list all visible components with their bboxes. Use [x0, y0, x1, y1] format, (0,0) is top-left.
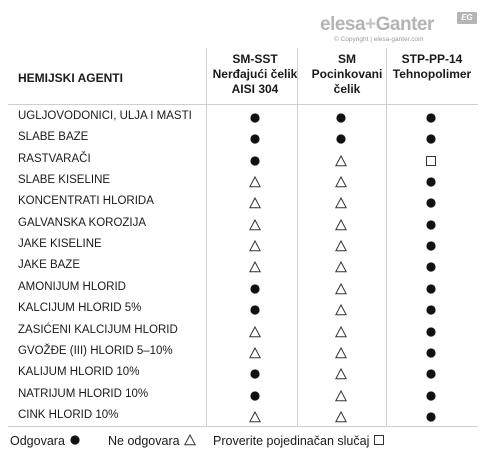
triangle-icon: [249, 175, 261, 187]
triangle-icon: [335, 260, 347, 272]
dot-icon: [425, 346, 437, 358]
dot-icon: [425, 389, 437, 401]
triangle-icon: [249, 346, 261, 358]
triangle-icon: [335, 303, 347, 315]
agent-name: GALVANSKA KOROZIJA: [18, 216, 147, 229]
legend-item-check-case: [213, 433, 385, 449]
table-row: [8, 405, 478, 426]
column-header-line: STP-PP-14: [401, 52, 463, 66]
brand-logo: [320, 12, 480, 44]
agent-name: RASTVARAČI: [18, 152, 91, 165]
agent-name: CINK HLORID 10%: [18, 408, 119, 421]
agent-name: KALIJUM HLORID 10%: [18, 366, 140, 379]
triangle-icon: [335, 282, 347, 294]
triangle-icon: [249, 218, 261, 230]
legend-item-not-suitable: [108, 433, 196, 449]
column-header-line: Tehnopolimer: [392, 67, 472, 81]
agent-name: NATRIJUM HLORID 10%: [18, 387, 149, 400]
table-row: [8, 191, 478, 212]
column-header-line: SM: [338, 52, 356, 66]
square-icon: [425, 154, 437, 166]
column-header-line: AISI 304: [231, 82, 279, 96]
dot-icon: [425, 410, 437, 422]
agent-name: GVOŽĐE (III) HLORID 5–10%: [18, 344, 173, 357]
table-row: [8, 384, 478, 405]
triangle-icon: [335, 389, 347, 401]
legend-label: Odgovara: [10, 434, 65, 448]
triangle-icon: [335, 175, 347, 187]
dot-icon: [249, 282, 261, 294]
triangle-icon: [335, 154, 347, 166]
dot-icon: [425, 239, 437, 251]
logo-wordmark: [320, 14, 434, 36]
table-row: [8, 234, 478, 255]
logo-badge: EG: [457, 12, 477, 24]
logo-copyright: © Copyright | elesa-ganter.com: [334, 36, 424, 43]
table-row: [8, 170, 478, 191]
column-header-sm-sst: [206, 50, 304, 108]
agent-name: UGLJOVODONICI, ULJA I MASTI: [18, 110, 192, 122]
table-row: [8, 255, 478, 276]
dot-icon: [425, 132, 437, 144]
dot-icon: [249, 111, 261, 123]
triangle-icon: [249, 325, 261, 337]
agent-name: SLABE KISELINE: [18, 174, 111, 187]
triangle-icon: [184, 434, 196, 446]
dot-icon: [425, 175, 437, 187]
table-row: [8, 106, 478, 127]
triangle-icon: [335, 346, 347, 358]
table-row: [8, 213, 478, 234]
table-row: [8, 277, 478, 298]
dot-icon: [425, 325, 437, 337]
triangle-icon: [335, 325, 347, 337]
column-header-line: Nerđajući čelik: [212, 67, 298, 81]
dot-icon: [425, 196, 437, 208]
legend-label: Ne odgovara: [108, 434, 180, 448]
dot-icon: [425, 218, 437, 230]
dot-icon: [425, 282, 437, 294]
agent-name: KALCIJUM HLORID 5%: [18, 302, 142, 315]
column-header-line: SM-SST: [232, 52, 278, 66]
table-row: [8, 298, 478, 319]
table-row: [8, 127, 478, 148]
triangle-icon: [335, 367, 347, 379]
dot-icon: [335, 111, 347, 123]
dot-icon: [425, 303, 437, 315]
legend-label: Proverite pojedinačan slučaj: [213, 434, 370, 448]
dot-icon: [249, 367, 261, 379]
logo-plus: +: [365, 14, 376, 35]
logo-partner: Ganter: [375, 14, 434, 35]
dot-icon: [249, 303, 261, 315]
logo-brand: elesa: [320, 14, 366, 35]
triangle-icon: [249, 239, 261, 251]
dot-icon: [425, 111, 437, 123]
column-header-line: čelik: [333, 82, 361, 96]
agent-name: ZASIĆENI KALCIJUM HLORID: [18, 323, 178, 336]
table-row: [8, 341, 478, 362]
column-header-line: Pocinkovani: [311, 67, 383, 81]
table-bottom-border: [8, 426, 478, 427]
dot-icon: [69, 434, 81, 446]
header-divider: [8, 104, 478, 105]
table-row: [8, 320, 478, 341]
agent-name: KONCENTRATI HLORIDA: [18, 195, 154, 208]
legend: [10, 433, 480, 451]
triangle-icon: [335, 218, 347, 230]
agent-name: AMONIJUM HLORID: [18, 280, 126, 293]
dot-icon: [249, 154, 261, 166]
table-row: [8, 362, 478, 383]
column-header-stp-pp-14: [386, 50, 478, 108]
agent-name: JAKE BAZE: [18, 259, 80, 272]
triangle-icon: [249, 410, 261, 422]
legend-item-suitable: [10, 433, 81, 449]
triangle-icon: [249, 260, 261, 272]
dot-icon: [425, 367, 437, 379]
column-header-sm: [298, 50, 396, 108]
dot-icon: [249, 132, 261, 144]
agent-name: JAKE KISELINE: [18, 238, 102, 251]
dot-icon: [335, 132, 347, 144]
triangle-icon: [335, 239, 347, 251]
agent-name: SLABE BAZE: [18, 131, 89, 144]
dot-icon: [425, 260, 437, 272]
table-row: [8, 149, 478, 170]
square-icon: [373, 434, 385, 446]
triangle-icon: [335, 410, 347, 422]
triangle-icon: [335, 196, 347, 208]
triangle-icon: [249, 196, 261, 208]
agents-column-header: HEMIJSKI AGENTI: [18, 71, 123, 85]
dot-icon: [249, 389, 261, 401]
table-header: [8, 50, 478, 106]
